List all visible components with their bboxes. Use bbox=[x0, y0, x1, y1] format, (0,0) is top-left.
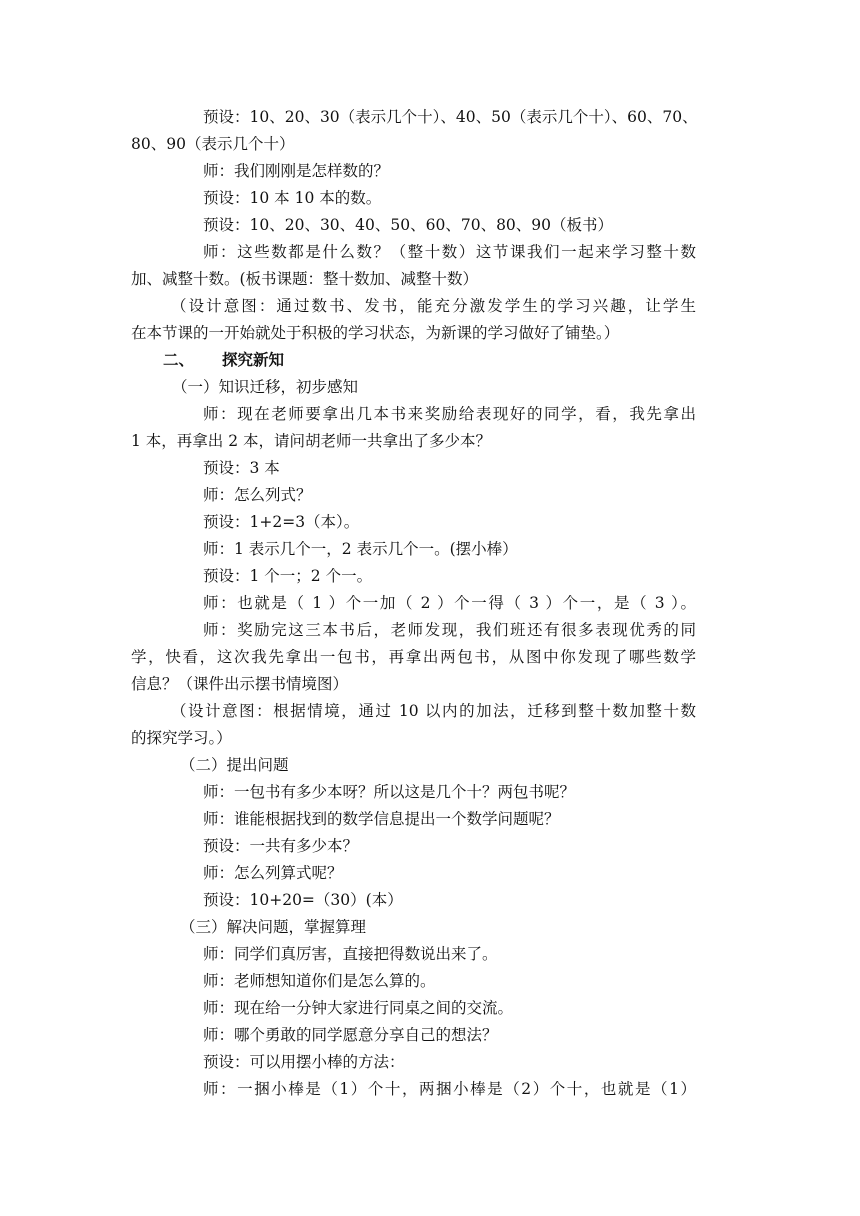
design-intent-line: 的探究学习。） bbox=[131, 729, 232, 747]
text-line: 预设：3 本 bbox=[203, 459, 280, 477]
design-intent-line: （设计意图：根据情境，通过 10 以内的加法，迁移到整十数加整十数 bbox=[171, 702, 696, 720]
text-line: 师：谁能根据找到的数学信息提出一个数学问题呢？ bbox=[203, 810, 560, 828]
section-number: 二、 bbox=[163, 350, 195, 369]
text-line: 师：哪个勇敢的同学愿意分享自己的想法？ bbox=[203, 1026, 498, 1044]
text-line: 加、减整十数。(板书课题：整十数加、减整十数） bbox=[131, 270, 479, 288]
text-line: 师：一包书有多少本呀？所以这是几个十？两包书呢？ bbox=[203, 783, 576, 801]
section-heading: 探究新知 bbox=[222, 350, 285, 369]
subsection-heading: （三）解决问题，掌握算理 bbox=[180, 918, 367, 936]
text-line: 预设：可以用摆小棒的方法： bbox=[203, 1053, 405, 1071]
text-line: 预设：10、20、30（表示几个十）、40、50（表示几个十）、60、70、 bbox=[203, 108, 698, 126]
text-line: 师：同学们真厉害，直接把得数说出来了。 bbox=[203, 945, 498, 963]
subsection-heading: （二）提出问题 bbox=[180, 756, 289, 774]
text-line: 师：现在老师要拿出几本书来奖励给表现好的同学，看，我先拿出 bbox=[203, 405, 696, 423]
text-line: 师：1 表示几个一，2 表示几个一。(摆小棒） bbox=[203, 540, 518, 558]
text-line: 预设：10+20=（30）(本） bbox=[203, 891, 403, 909]
text-line: 预设：1 个一；2 个一。 bbox=[203, 567, 373, 585]
text-line: 1 本，再拿出 2 本，请问胡老师一共拿出了多少本？ bbox=[131, 432, 492, 450]
text-line: 师：也就是（ 1 ）个一加（ 2 ）个一得（ 3 ）个一，是（ 3 ）。 bbox=[203, 594, 696, 612]
design-intent-line: 在本节课的一开始就处于积极的学习状态，为新课的学习做好了铺垫。） bbox=[131, 324, 620, 342]
text-line: 信息？（课件出示摆书情境图） bbox=[131, 675, 349, 693]
text-line: 预设：10 本 10 本的数。 bbox=[203, 189, 382, 207]
subsection-heading: （一）知识迁移，初步感知 bbox=[172, 378, 359, 396]
text-line: 学，快看，这次我先拿出一包书，再拿出两包书，从图中你发现了哪些数学 bbox=[131, 648, 696, 666]
text-line: 师：老师想知道你们是怎么算的。 bbox=[203, 972, 436, 990]
text-line: 师：怎么列式？ bbox=[203, 486, 312, 504]
design-intent-line: （设计意图：通过数书、发书，能充分激发学生的学习兴趣，让学生 bbox=[171, 297, 696, 315]
text-line: 师：现在给一分钟大家进行同桌之间的交流。 bbox=[203, 999, 514, 1017]
text-line: 师：我们刚刚是怎样数的？ bbox=[203, 162, 390, 180]
text-line: 预设：1+2=3（本）。 bbox=[203, 513, 360, 531]
text-line: 师：这些数都是什么数？（整十数）这节课我们一起来学习整十数 bbox=[203, 243, 696, 261]
text-line: 预设：一共有多少本？ bbox=[203, 837, 359, 855]
text-line: 80、90（表示几个十） bbox=[131, 135, 295, 153]
text-line: 师：一捆小棒是（1）个十，两捆小棒是（2）个十，也就是（1） bbox=[203, 1080, 696, 1098]
text-line: 预设：10、20、30、40、50、60、70、80、90（板书） bbox=[203, 216, 614, 234]
text-line: 师：怎么列算式呢？ bbox=[203, 864, 343, 882]
text-line: 师：奖励完这三本书后，老师发现，我们班还有很多表现优秀的同 bbox=[203, 621, 696, 639]
